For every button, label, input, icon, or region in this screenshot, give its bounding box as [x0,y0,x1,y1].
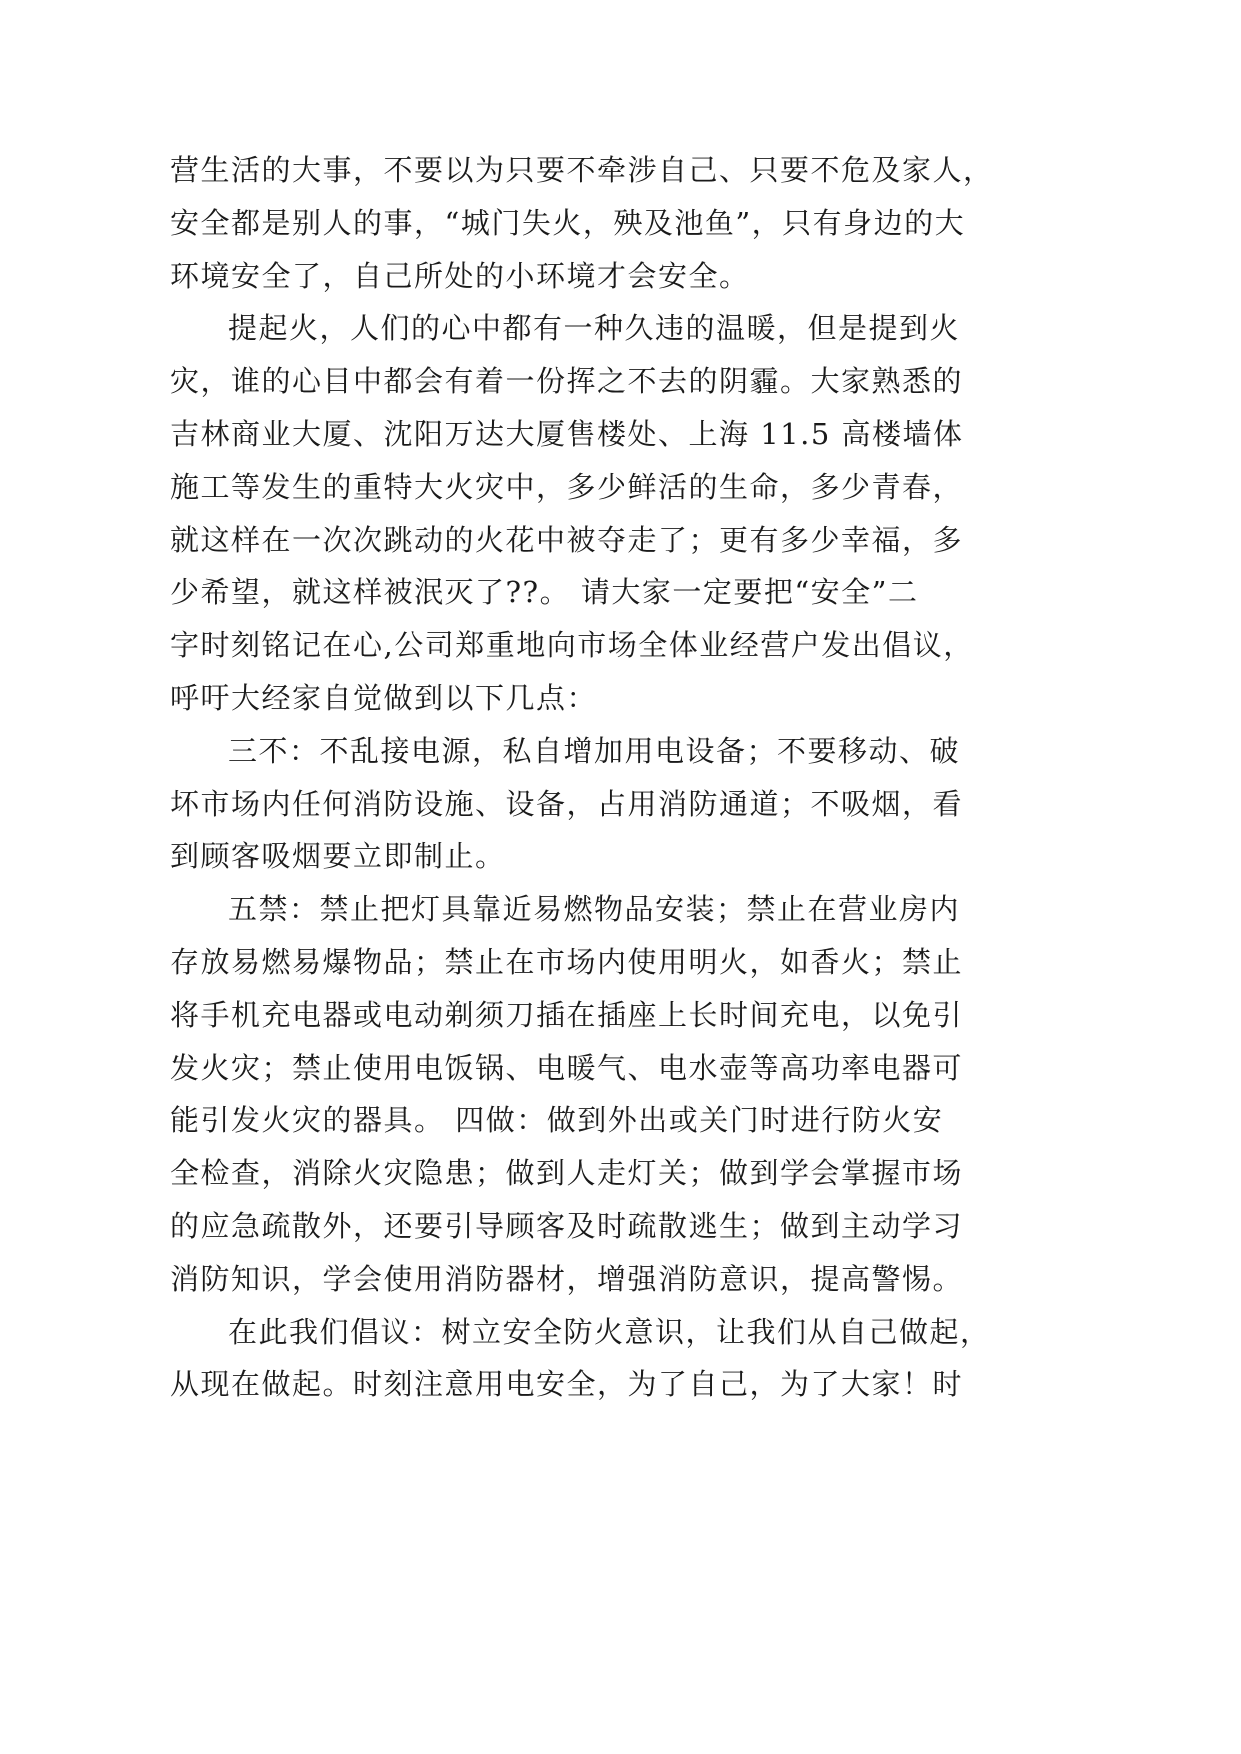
paragraph-first-line: 五禁：禁止把灯具靠近易燃物品安装；禁止在营业房内 [228,892,961,927]
body-line: 消防知识，学会使用消防器材，增强消防意识，提高警惕。 [170,1261,964,1296]
body-line: 存放易燃易爆物品；禁止在市场内使用明火，如香火；禁止 [170,944,964,979]
body-line: 发火灾；禁止使用电饭锅、电暖气、电水壶等高功率电器可 [170,1050,964,1085]
body-line: 就这样在一次次跳动的火花中被夺走了；更有多少幸福，多 [170,522,964,557]
body-line: 营生活的大事，不要以为只要不牵涉自己、只要不危及家人， [170,153,994,187]
document-body [170,144,994,1411]
body-line: 吉林商业大厦、沈阳万达大厦售楼处、上海 11.5 高楼墙体 [170,416,964,451]
body-line: 灾，谁的心目中都会有着一份挥之不去的阴霾。大家熟悉的 [170,364,964,399]
paragraph-first-line: 三不：不乱接电源，私自增加用电设备；不要移动、破 [228,733,961,768]
body-line: 施工等发生的重特大火灾中，多少鲜活的生命，多少青春， [170,469,964,504]
body-line: 从现在做起。时刻注意用电安全，为了自己，为了大家！时 [170,1367,964,1402]
body-line: 到顾客吸烟要立即制止。 [170,839,506,874]
body-line: 全检查，消除火灾隐患；做到人走灯关；做到学会掌握市场 [170,1156,964,1191]
body-line: 能引发火灾的器具。 四做：做到外出或关门时进行防火安 [170,1103,944,1138]
body-line: 少希望，就这样被泯灭了??。 请大家一定要把“安全”二 [170,575,919,610]
body-line: 字时刻铭记在心,公司郑重地向市场全体业经营户发出倡议， [170,628,974,663]
body-line: 环境安全了，自己所处的小环境才会安全。 [170,258,750,293]
body-line: 将手机充电器或电动剃须刀插在插座上长时间充电，以免引 [170,997,964,1032]
body-line: 安全都是别人的事，“城门失火，殃及池鱼”，只有身边的大 [170,205,966,240]
body-line: 的应急疏散外，还要引导顾客及时疏散逃生；做到主动学习 [170,1208,964,1243]
body-line: 呼吁大经家自觉做到以下几点： [170,680,598,715]
body-line: 坏市场内任何消防设施、设备，占用消防通道；不吸烟，看 [170,786,964,821]
paragraph-first-line: 提起火，人们的心中都有一种久违的温暖，但是提到火 [228,311,961,346]
paragraph-first-line: 在此我们倡议：树立安全防火意识，让我们从自己做起， [228,1314,991,1349]
